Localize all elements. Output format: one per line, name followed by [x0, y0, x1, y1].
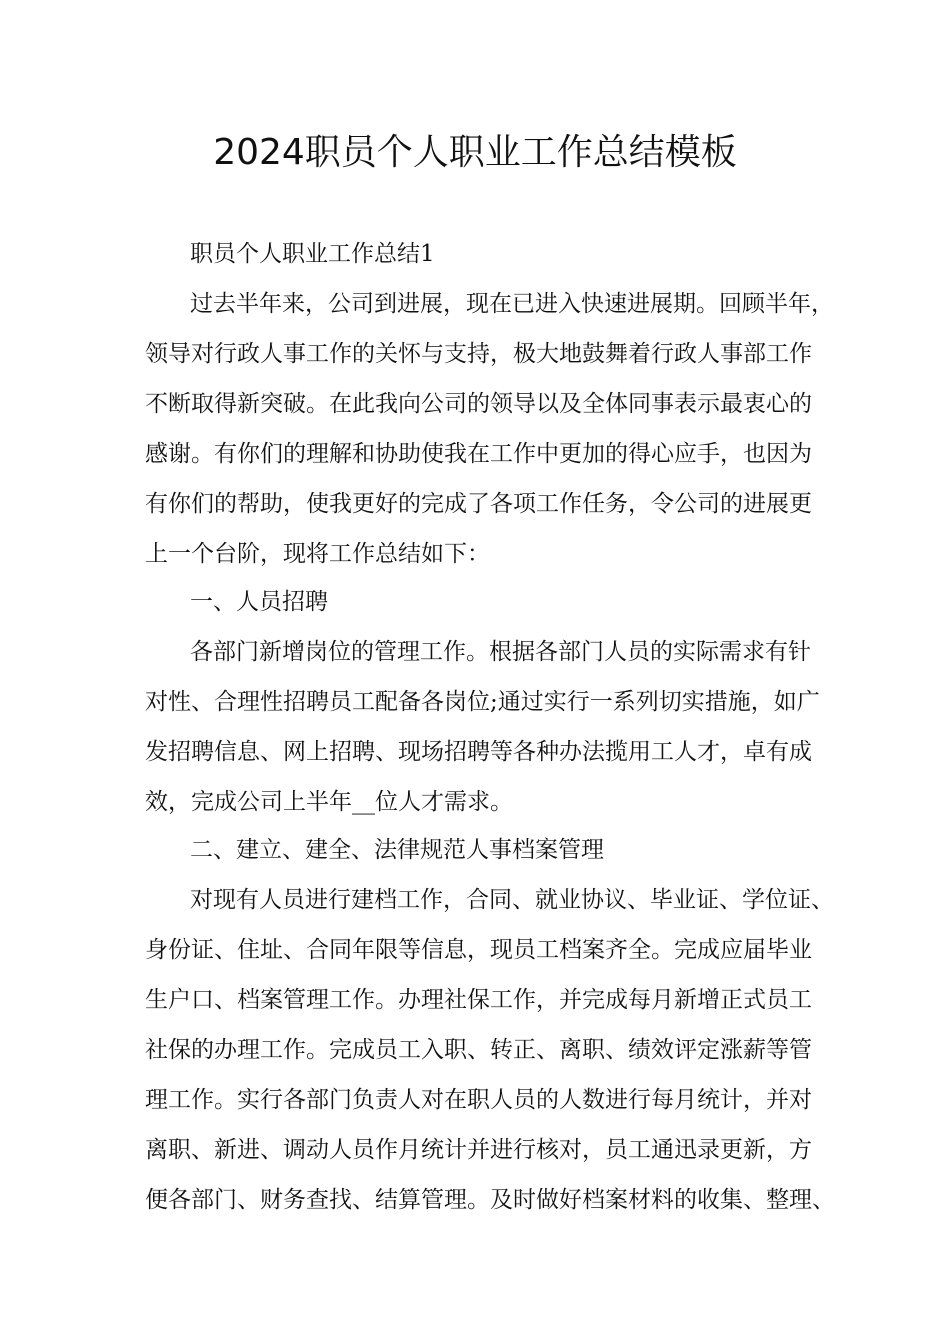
paragraph-line: 发招聘信息、网上招聘、现场招聘等各种办法揽用工人才，卓有成	[145, 739, 812, 765]
section-heading-archives: 二、建立、建全、法律规范人事档案管理	[190, 837, 604, 863]
paragraph-line: 上一个台阶，现将工作总结如下：	[145, 541, 490, 567]
paragraph-line: 过去半年来，公司到进展，现在已进入快速进展期。回顾半年，	[190, 291, 834, 317]
paragraph-line: 便各部门、财务查找、结算管理。及时做好档案材料的收集、整理、	[145, 1187, 835, 1213]
section-heading-summary-1: 职员个人职业工作总结1	[190, 241, 435, 267]
paragraph-line: 对性、合理性招聘员工配备各岗位;通过实行一系列切实措施，如广	[145, 689, 820, 715]
paragraph-line: 离职、新进、调动人员作月统计并进行核对，员工通迅录更新，方	[145, 1137, 812, 1163]
paragraph-line: 生户口、档案管理工作。办理社保工作，并完成每月新增正式员工	[145, 987, 812, 1013]
paragraph-line: 不断取得新突破。在此我向公司的领导以及全体同事表示最衷心的	[145, 391, 812, 417]
paragraph-line: 感谢。有你们的理解和协助使我在工作中更加的得心应手，也因为	[145, 441, 812, 467]
paragraph-line: 身份证、住址、合同年限等信息，现员工档案齐全。完成应届毕业	[145, 937, 812, 963]
paragraph-line: 社保的办理工作。完成员工入职、转正、离职、绩效评定涨薪等管	[145, 1037, 812, 1063]
paragraph-line: 领导对行政人事工作的关怀与支持，极大地鼓舞着行政人事部工作	[145, 341, 812, 367]
paragraph-line: 理工作。实行各部门负责人对在职人员的人数进行每月统计，并对	[145, 1087, 812, 1113]
paragraph-line: 对现有人员进行建档工作，合同、就业协议、毕业证、学位证、	[190, 887, 834, 913]
document-title: 2024职员个人职业工作总结模板	[213, 132, 737, 173]
paragraph-line: 效，完成公司上半年__位人才需求。	[145, 789, 513, 815]
paragraph-line: 有你们的帮助，使我更好的完成了各项工作任务，令公司的进展更	[145, 491, 812, 517]
paragraph-line: 各部门新增岗位的管理工作。根据各部门人员的实际需求有针	[190, 639, 811, 665]
section-heading-recruitment: 一、人员招聘	[190, 589, 328, 615]
